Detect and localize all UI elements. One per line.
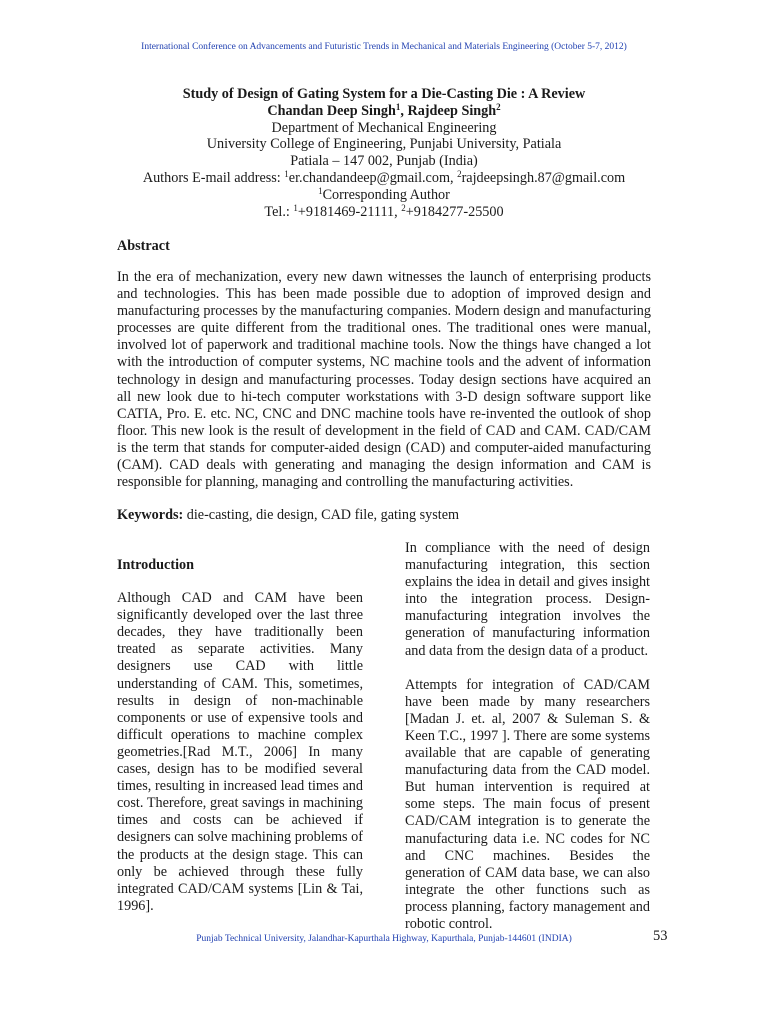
college: University College of Engineering, Punjabi University, Patiala bbox=[206, 136, 562, 153]
paper-title: Study of Design of Gating System for a Die-Casting Die : A Review bbox=[182, 86, 586, 102]
keywords-label: Keywords: bbox=[117, 507, 184, 523]
left-column bbox=[117, 557, 363, 915]
tel-1-mark: 1 bbox=[293, 202, 298, 213]
corresponding-label: Corresponding Author bbox=[322, 186, 450, 203]
email-1[interactable]: er.chandandeep@gmail.com, bbox=[288, 169, 458, 186]
page-number: 53 bbox=[653, 928, 668, 944]
author-1-affiliation-mark: 1 bbox=[395, 101, 401, 112]
author-separator: , bbox=[400, 102, 408, 119]
email-prefix: Authors E-mail address: bbox=[142, 169, 285, 186]
tel-1: +9181469-21111, bbox=[297, 203, 402, 220]
corresponding-author bbox=[0, 187, 768, 204]
tel-prefix: Tel.: bbox=[264, 203, 294, 220]
email-2[interactable]: rajdeepsingh.87@gmail.com bbox=[461, 169, 626, 186]
introduction-heading: Introduction bbox=[117, 557, 194, 573]
page-footer: Punjab Technical University, Jalandhar-Kapurthala Highway, Kapurthala, Punjab-144601 (INDIA) bbox=[196, 934, 572, 944]
email-line bbox=[0, 170, 768, 187]
keywords-text: die-casting, die design, CAD file, gating system bbox=[183, 507, 460, 523]
email-2-mark: 2 bbox=[457, 168, 462, 179]
abstract-text: In the era of mechanization, every new dawn witnesses the launch of enterprising products and technologies. This has been made possible due to adoption of improved design and manufacturing processes by the manufacturing companies. Modern design and manufacturing processes are quite different from the traditional ones. The traditional ones were manual, involved lot of paperwork and traditional machine tools. Now the things have changed a lot with the introduction of computer systems, NC machine tools and the advent of information technology in design and manufacturing processes. Today design sections have acquired an all new look due to hi-tech computer workstations with 3-D design software support like CATIA, Pro. E. etc. NC, CNC and DNC machine tools have re-invented the outlook of shop floor. This new look is the result of development in the field of CAD and CAM. CAD/CAM is the term that stands for computer-aided design (CAD) and computer-aided manufacturing (CAM). CAD deals with generating and managing the design information and CAM is responsible for planning, managing and controlling the manufacturing activities. bbox=[117, 269, 651, 491]
title-block bbox=[0, 86, 768, 220]
right-paragraph-2: Attempts for integration of CAD/CAM have been made by many researchers [Madan J. et. al, 2007 & Suleman S. & Keen T.C., 1997 ]. There are some systems available that are capable of generating manufacturing data from the CAD model. But human intervention is required at some steps. The main focus of present CAD/CAM integration is to generate the manufacturing data i.e. NC codes for NC and CNC machines. Besides the generation of CAM data base, we can also integrate the other functions such as process planning, factory management and robotic control. bbox=[405, 676, 650, 932]
right-column bbox=[405, 540, 650, 950]
keywords-line bbox=[117, 507, 459, 524]
email-1-mark: 1 bbox=[284, 168, 289, 179]
introduction-paragraph: Although CAD and CAM have been significantly developed over the last three decades, they have traditionally been treated as separate activities. Many designers use CAD with little understanding of CAM. This, sometimes, results in design of non-machinable components or use of expensive tools and difficult operations to machine complex geometries.[Rad M.T., 2006] In many cases, design has to be modified several times, resulting in increased lead times and cost. Therefore, great savings in machining times and costs can be achieved if designers can solve machining problems of the products at the design stage. This can only be achieved through these fully integrated CAD/CAM systems [Lin & Tai, 1996]. bbox=[117, 590, 363, 914]
tel-2-mark: 2 bbox=[401, 202, 406, 213]
conference-header: International Conference on Advancements and Futuristic Trends in Mechanical and Materials Engineering (October 5-7, 2012) bbox=[141, 42, 627, 52]
telephone-line bbox=[0, 204, 768, 221]
right-paragraph-1: In compliance with the need of design manufacturing integration, this section explains the idea in detail and gives insight into the integration process. Design-manufacturing integration involves the generation of manufacturing information and data from the design data of a product. bbox=[405, 540, 650, 659]
tel-2: +9184277-25500 bbox=[405, 203, 504, 220]
authors-line bbox=[0, 103, 768, 120]
address: Patiala – 147 002, Punjab (India) bbox=[290, 153, 478, 170]
author-2-affiliation-mark: 2 bbox=[496, 101, 501, 112]
department: Department of Mechanical Engineering bbox=[271, 119, 497, 136]
author-2: Rajdeep Singh bbox=[407, 102, 497, 119]
author-1: Chandan Deep Singh bbox=[267, 102, 396, 119]
corresponding-mark: 1 bbox=[318, 185, 323, 196]
abstract-heading: Abstract bbox=[117, 238, 170, 254]
